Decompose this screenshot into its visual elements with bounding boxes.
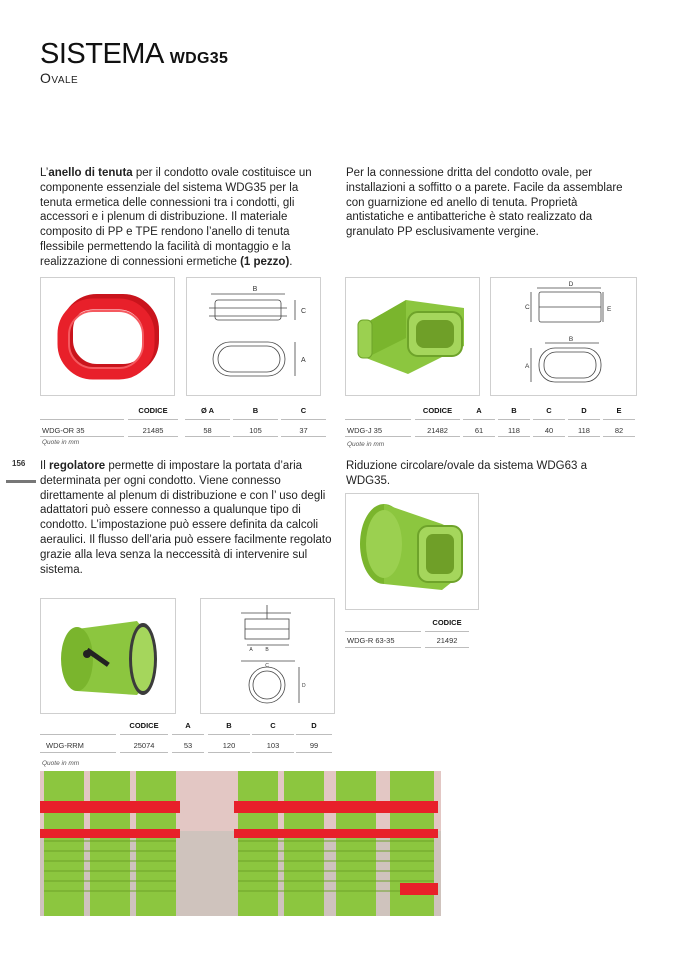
row-name: WDG-J 35: [347, 426, 383, 435]
row-b: 118: [508, 426, 520, 435]
header-a: Ø A: [200, 406, 215, 415]
header-d: D: [581, 406, 587, 415]
row-codice: 25074: [133, 741, 155, 750]
row-codice: 21485: [142, 426, 164, 435]
header-b: B: [226, 721, 232, 730]
rrm-label-d: D: [302, 683, 306, 689]
header-codice: CODICE: [422, 406, 453, 415]
page-marker: [6, 480, 36, 483]
anello-photo: [40, 277, 175, 396]
regolatore-diagram: [200, 598, 335, 714]
j-label-a: A: [525, 363, 530, 370]
row-b: 105: [249, 426, 262, 435]
row-d: 118: [578, 426, 590, 435]
regolatore-photo: [40, 598, 176, 714]
row-a: 58: [203, 426, 212, 435]
row-c: 103: [266, 741, 280, 750]
units-note: Quote in mm: [42, 760, 80, 767]
row-codice: 21482: [427, 426, 448, 435]
giunto-table: [345, 402, 637, 452]
row-e: 82: [614, 426, 624, 435]
j-label-d: D: [568, 281, 574, 288]
title-model: WDG35: [169, 50, 229, 67]
row-name: WDG-OR 35: [42, 426, 85, 435]
page-subtitle: Ovale: [40, 70, 79, 86]
j-label-e: E: [607, 306, 612, 313]
header-a: A: [185, 721, 191, 730]
regolatore-description: Il regolatore permette di impostare la portata d’aria determinata per ogni condotto. Viene connesso direttamente al plenum di distribuzione e con l’ uso degli adattatori può essere connesso a qualunque tipo di condotto. L’impostazione può essere definita da calcoli aeraulici. Il flusso dell’aria può essere facilmente regolato grazie alla leva senza la neccessità di intervenire sul sistema.: [40, 460, 332, 576]
header-e: E: [616, 406, 622, 415]
units-note: Quote in mm: [347, 441, 385, 448]
row-c: 37: [299, 426, 308, 435]
header-c: C: [546, 406, 552, 415]
header-codice: CODICE: [129, 721, 159, 730]
row-c: 40: [544, 426, 554, 435]
giunto-photo: [345, 277, 480, 396]
riduzione-table: [345, 614, 485, 654]
row-name: WDG-RRM: [46, 741, 84, 750]
header-codice: CODICE: [138, 406, 168, 415]
giunto-diagram: [490, 277, 637, 396]
header-c: C: [300, 406, 307, 415]
row-codice: 21492: [436, 636, 458, 645]
j-label-c: C: [525, 304, 530, 311]
header-b: B: [252, 406, 259, 415]
riduzione-description: Riduzione circolare/ovale da sistema WDG63 a WDG35.: [346, 460, 587, 487]
header-a: A: [476, 406, 482, 415]
header-c: C: [270, 721, 276, 730]
row-name: WDG-R 63-35: [347, 636, 395, 645]
or-label-c: C: [301, 308, 307, 315]
page-number: 156: [12, 459, 26, 468]
row-b: 120: [222, 741, 236, 750]
row-a: 53: [183, 741, 193, 750]
installation-photo: [40, 771, 441, 916]
row-a: 61: [474, 426, 484, 435]
header-b: B: [511, 406, 517, 415]
riduzione-photo: [345, 493, 479, 610]
rrm-label-b: B: [265, 647, 269, 653]
or-label-b: B: [252, 286, 258, 293]
anello-diagram: [186, 277, 321, 396]
anello-description: L’anello di tenuta per il condotto ovale costituisce un componente essenziale del sistema WDG35 per la tenuta ermetica delle connessioni tra i condotti, gli accessori e i plenum di distribuzione. Il materiale composito di PP e TPE rendono l’anello di tenuta flessibile permettendo la facilità di montaggio e la realizzazione di connessioni ermetiche (1 pezzo).: [40, 167, 312, 268]
anello-table: [40, 402, 330, 452]
rrm-label-a: A: [249, 647, 253, 653]
j-label-b: B: [568, 336, 574, 343]
header-d: D: [311, 721, 317, 730]
or-label-a: A: [301, 357, 306, 364]
giunto-description: Per la connessione dritta del condotto ovale, per installazioni a soffitto o a parete. Facile da assemblare con guarnizione ed anello di tenuta. Proprietà antistatiche e antibatteriche è stato realizzato da granulato PP esclusivamente vergine.: [346, 167, 623, 239]
regolatore-table: [40, 717, 335, 772]
row-d: 99: [309, 741, 319, 750]
units-note: Quote in mm: [42, 439, 80, 446]
title-text: SISTEMA: [40, 38, 163, 70]
header-codice: CODICE: [432, 618, 462, 627]
rrm-label-c: C: [265, 663, 269, 669]
